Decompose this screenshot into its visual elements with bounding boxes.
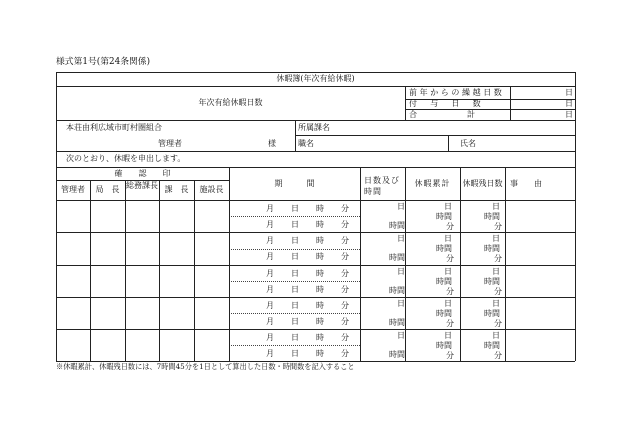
unit-label: 時間 (389, 318, 405, 327)
unit-label: 分 (446, 222, 454, 231)
unit-label: 時間 (389, 253, 405, 262)
unit-label: 分 (446, 351, 454, 360)
unit-label: 日 (291, 269, 299, 278)
unit-label: 日 (397, 202, 405, 211)
unit-label: 時 (316, 333, 324, 342)
unit-label: 時間 (389, 286, 405, 295)
total-unit: 日 (565, 110, 573, 119)
unit-label: 時 (316, 204, 324, 213)
total-label: 合 計 (409, 110, 482, 119)
unit-label: 分 (341, 333, 349, 342)
unit-label: 日 (397, 234, 405, 243)
honorific: 様 (268, 139, 276, 148)
unit-label: 時間 (484, 212, 500, 221)
unit-label: 日 (291, 301, 299, 310)
form-number: 様式第1号(第24条関係) (56, 57, 151, 67)
unit-label: 日 (444, 267, 452, 276)
unit-label: 分 (341, 349, 349, 358)
carryover-unit: 日 (565, 88, 573, 97)
unit-label: 月 (266, 301, 274, 310)
unit-label: 時 (316, 349, 324, 358)
unit-label: 日 (492, 234, 500, 243)
unit-label: 日 (291, 204, 299, 213)
unit-label: 日 (397, 299, 405, 308)
unit-label: 時 (316, 220, 324, 229)
granted-label: 付 与 日 数 (409, 99, 484, 108)
unit-label: 時間 (436, 212, 452, 221)
granted-unit: 日 (565, 99, 573, 108)
name-label: 氏名 (460, 139, 476, 148)
approver-director: 局 長 (95, 185, 120, 194)
unit-label: 分 (494, 222, 502, 231)
footnote: ※休暇累計、休暇残日数には、7時間45分を1日として算出した日数・時間数を記入すること (56, 362, 355, 371)
approver-manager: 管理者 (61, 185, 85, 194)
unit-label: 時間 (484, 341, 500, 350)
unit-label: 分 (494, 351, 502, 360)
unit-label: 月 (266, 349, 274, 358)
unit-label: 月 (266, 204, 274, 213)
unit-label: 月 (266, 236, 274, 245)
unit-label: 日 (492, 267, 500, 276)
unit-label: 日 (444, 299, 452, 308)
manager-label: 管理者 (158, 139, 182, 148)
unit-label: 日 (291, 285, 299, 294)
unit-label: 分 (494, 254, 502, 263)
position-label: 職名 (298, 139, 314, 148)
unit-label: 日 (291, 333, 299, 342)
unit-label: 月 (266, 317, 274, 326)
unit-label: 日 (444, 202, 452, 211)
unit-label: 時間 (436, 244, 452, 253)
unit-label: 分 (341, 220, 349, 229)
unit-label: 時間 (436, 277, 452, 286)
unit-label: 月 (266, 252, 274, 261)
unit-label: 日 (291, 220, 299, 229)
dept-label: 所属課名 (298, 123, 330, 132)
unit-label: 時間 (436, 309, 452, 318)
unit-label: 分 (341, 269, 349, 278)
unit-label: 分 (341, 317, 349, 326)
unit-label: 日 (444, 331, 452, 340)
request-text: 次のとおり、休暇を申出します。 (66, 154, 186, 163)
unit-label: 月 (266, 220, 274, 229)
annual-leave-label: 年次有給休暇日数 (198, 98, 263, 107)
unit-label: 時 (316, 301, 324, 310)
unit-label: 日 (397, 331, 405, 340)
unit-label: 時 (316, 285, 324, 294)
unit-label: 分 (494, 319, 502, 328)
unit-label: 分 (341, 236, 349, 245)
unit-label: 時間 (484, 244, 500, 253)
unit-label: 日 (291, 236, 299, 245)
col-days-hours: 日数及び時間 (364, 176, 400, 196)
unit-label: 時間 (484, 309, 500, 318)
unit-label: 時 (316, 236, 324, 245)
unit-label: 時間 (436, 341, 452, 350)
unit-label: 日 (492, 331, 500, 340)
unit-label: 月 (266, 269, 274, 278)
unit-label: 月 (266, 333, 274, 342)
unit-label: 日 (291, 349, 299, 358)
unit-label: 時 (316, 269, 324, 278)
unit-label: 日 (444, 234, 452, 243)
unit-label: 分 (341, 204, 349, 213)
unit-label: 日 (492, 202, 500, 211)
unit-label: 分 (494, 287, 502, 296)
col-period: 期 間 (274, 179, 315, 188)
col-cumulative: 休暇累計 (414, 179, 451, 188)
unit-label: 時 (316, 252, 324, 261)
unit-label: 時 (316, 317, 324, 326)
unit-label: 日 (397, 267, 405, 276)
carryover-label: 前年からの繰越日数 (409, 88, 505, 97)
unit-label: 分 (446, 319, 454, 328)
unit-label: 分 (341, 252, 349, 261)
form-title: 休暇簿(年次有給休暇) (276, 74, 355, 83)
unit-label: 時間 (389, 350, 405, 359)
unit-label: 月 (266, 285, 274, 294)
approver-general-affairs: 総務課長 (126, 181, 158, 190)
approval-header: 確 認 印 (114, 169, 171, 178)
unit-label: 分 (446, 287, 454, 296)
unit-label: 分 (341, 301, 349, 310)
unit-label: 分 (341, 285, 349, 294)
col-remaining: 休暇残日数 (462, 179, 503, 188)
unit-label: 日 (291, 317, 299, 326)
approver-section-chief: 課 長 (164, 185, 189, 194)
approver-facility-chief: 施設長 (199, 185, 224, 194)
unit-label: 日 (291, 252, 299, 261)
association-name: 本荘由利広域市町村圏組合 (66, 123, 162, 132)
unit-label: 時間 (484, 277, 500, 286)
col-reason: 事 由 (510, 179, 542, 188)
unit-label: 分 (446, 254, 454, 263)
unit-label: 時間 (389, 221, 405, 230)
unit-label: 日 (492, 299, 500, 308)
